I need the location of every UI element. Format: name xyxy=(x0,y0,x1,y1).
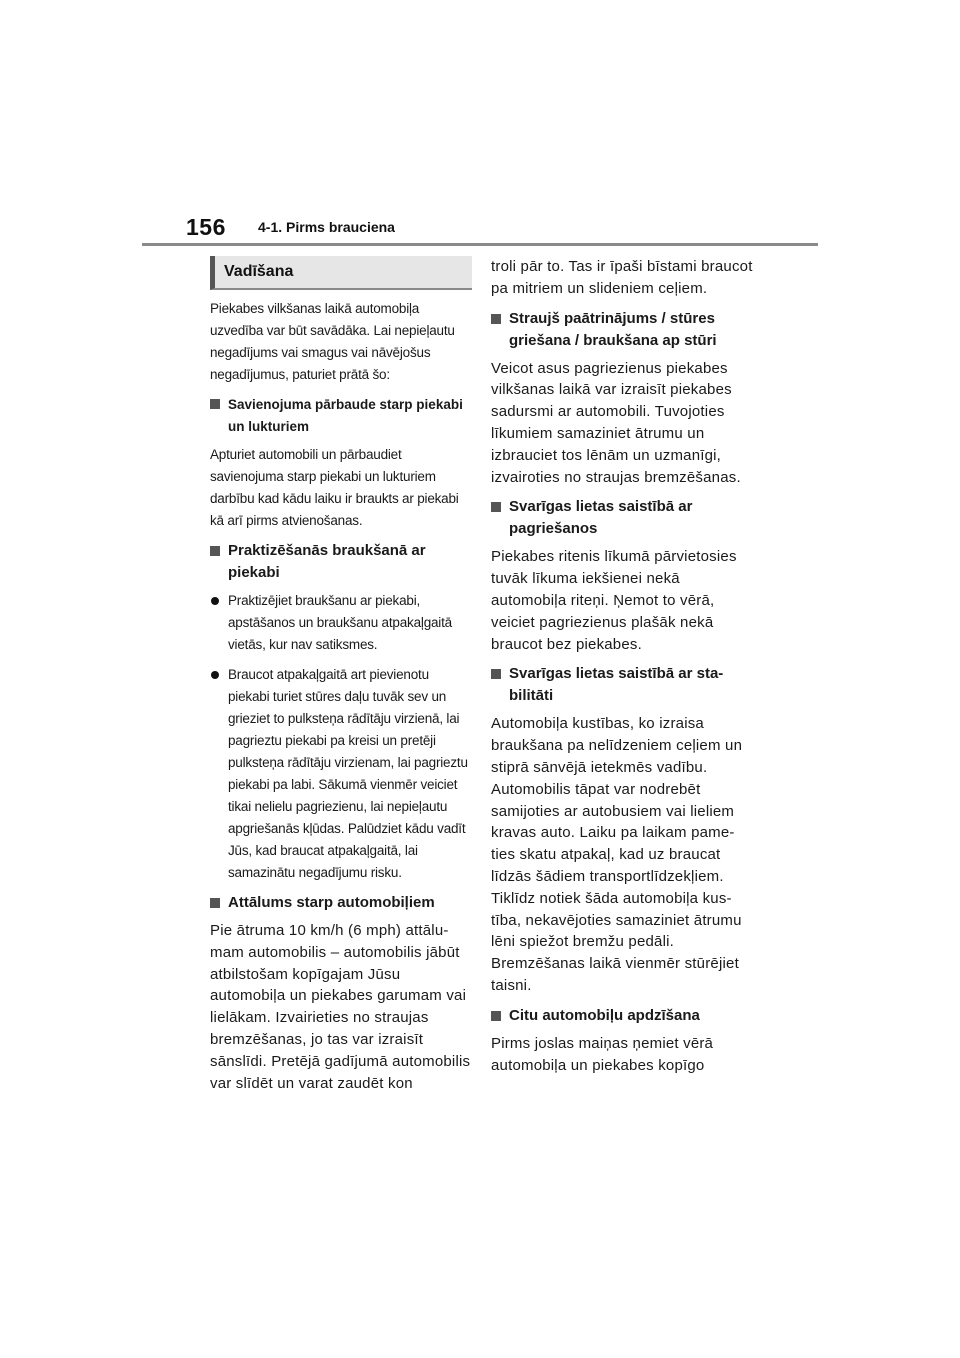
paragraph-continued: troli pār to. Tas ir īpaši bīstami braucot pa mitriem un slideniem ceļiem. xyxy=(491,258,753,297)
subheading-connection-check: Savienojuma pārbaude starp piekabi un lukturiem xyxy=(210,394,472,438)
paragraph-connection-check: Apturiet automobili un pārbaudiet savienojuma starp piekabi un lukturiem darbību kad kādu laiku ir braukts ar piekabi kā arī pirms atvienošanas. xyxy=(210,447,459,528)
box-title-text: Vadīšana xyxy=(224,263,294,280)
bullet-dot-icon xyxy=(211,597,219,605)
paragraph-distance: Pie ātruma 10 km/h (6 mph) attālumam automobilis – automobilis jābūt atbilstošam kopīgajam Jūsu automobiļa un piekabes garumam vai lielākam. Izvairieties no straujas bremzēšanas, jo tas var izraisīt sānslīdi. Pretējā gadījumā automobilis var slīdēt un varat zaudēt kon xyxy=(210,922,471,1092)
subheading-practice: Praktizēšanās braukšanā ar piekabi xyxy=(210,540,472,584)
square-bullet-icon xyxy=(210,546,220,556)
header-rule xyxy=(142,243,818,246)
left-column xyxy=(210,256,472,1102)
section-title: 4-1. Pirms brauciena xyxy=(258,219,395,235)
square-bullet-icon xyxy=(491,314,501,324)
right-column xyxy=(491,256,753,1084)
subheading-overtaking: Citu automobiļu apdzīšana xyxy=(491,1005,753,1027)
square-bullet-icon xyxy=(491,1011,501,1021)
page-number: 156 xyxy=(186,214,226,240)
subheading-turning: Svarīgas lietas saistībā ar pagriešanos xyxy=(491,496,753,540)
paragraph-turning: Piekabes ritenis līkumā pārvietosies tuvāk līkuma iekšienei nekā automobiļa riteņi. Ņemot to vērā, veiciet pagriezienus plašāk nekā braucot bez piekabes. xyxy=(491,548,737,653)
bullet-dot-icon xyxy=(211,671,219,679)
section-box-title xyxy=(210,256,472,290)
list-item: Braucot atpakaļgaitā art pievienotu piekabi turiet stūres daļu tuvāk sev un grieziet to pulksteņa rādītāju virzienā, lai pagrieztu piekabi pa kreisi un pretēji pulksteņa rādītāju virzienam, lai pagrieztu piekabi pa labi. Sākumā vienmēr veiciet tikai nelielu pagriezienu, lai nepieļautu apgriešanās kļūdas. Palūdziet kādu vadīt Jūs, kad braucat atpakaļgaitā, lai samazinātu negadījumu risku. xyxy=(210,664,472,884)
square-bullet-icon xyxy=(491,502,501,512)
list-item: Praktizējiet braukšanu ar piekabi, apstāšanos un braukšanu atpakaļgaitā vietās, kur nav satiksmes. xyxy=(210,590,472,656)
subheading-distance: Attālums starp automobiļiem xyxy=(210,892,472,914)
subheading-acceleration: Straujš paātrinājums / stūres griešana / braukšana ap stūri xyxy=(491,308,753,352)
square-bullet-icon xyxy=(210,898,220,908)
paragraph-stability: Automobiļa kustības, ko izraisa braukšana pa nelīdzeniem ceļiem un stiprā sānvējā ietekmēs vadību. Automobilis tāpat var nodrebēt samijoties ar autobusiem vai lieliem kravas auto. Laiku pa laikam pameties skatu atpakaļ, kad uz braucat līdzās šādiem transportlīdzekļiem. Tiklīdz notiek šāda automobiļa kustība, nekavējoties samaziniet ātrumu lēni spiežot bremžu pedāli. Bremzēšanas laikā vienmēr stūrējiet taisni. xyxy=(491,715,743,994)
page-header xyxy=(0,0,960,250)
square-bullet-icon xyxy=(491,669,501,679)
intro-paragraph: Piekabes vilkšanas laikā automobiļa uzvedība var būt savādāka. Lai nepieļautu negadījums vai smagus vai nāvējošus negadījumus, paturiet prātā šo: xyxy=(210,301,455,382)
subheading-stability: Svarīgas lietas saistībā ar stabilitāti xyxy=(491,663,753,707)
paragraph-overtaking: Pirms joslas maiņas ņemiet vērā automobiļa un piekabes kopīgo xyxy=(491,1034,714,1074)
square-bullet-icon xyxy=(210,399,220,409)
paragraph-acceleration: Veicot asus pagriezienus piekabes vilkšanas laikā var izraisīt piekabes sadursmi ar automobili. Tuvojoties līkumiem samaziniet ātrumu un izbrauciet tos lēnām un uzmanīgi, izvairoties no straujas bremzēšanas. xyxy=(491,359,741,486)
